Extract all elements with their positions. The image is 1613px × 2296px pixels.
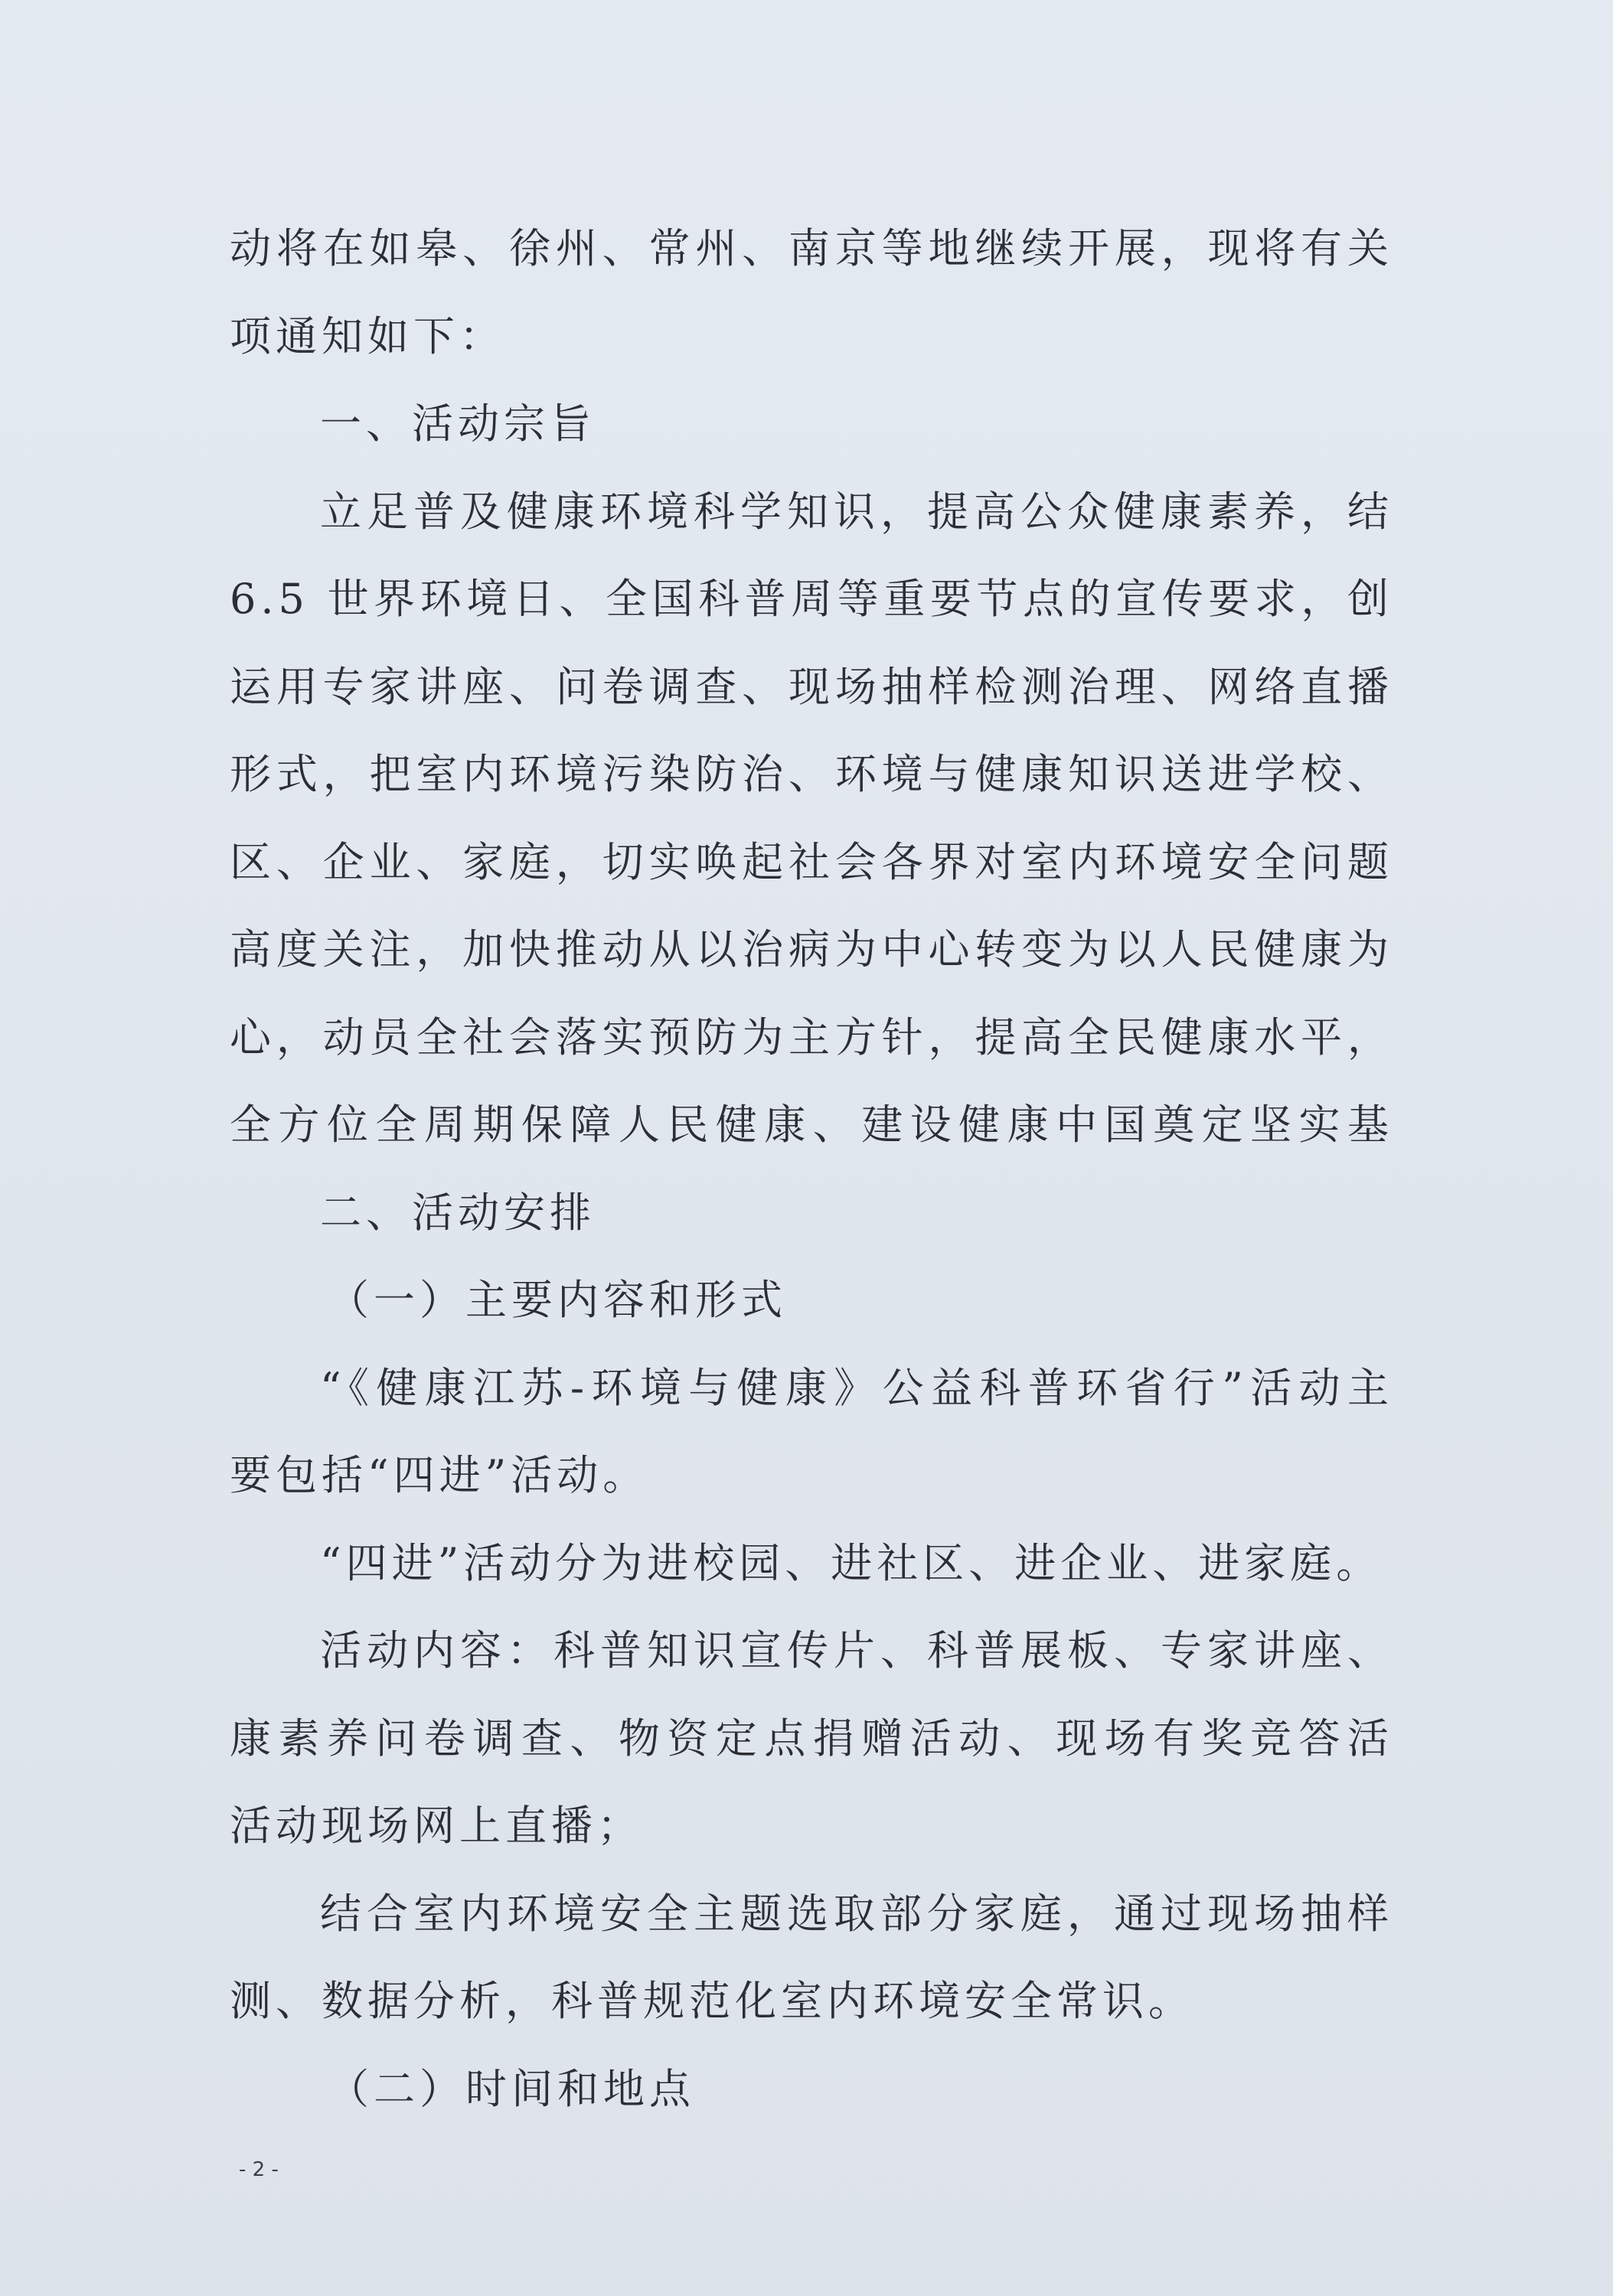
paragraph-line: 测、数据分析，科普规范化室内环境安全常识。 — [230, 1977, 1194, 2025]
paragraph-line: 心，动员全社会落实预防为主方针，提高全民健康水平， — [230, 1013, 1393, 1062]
section-heading: 一、活动宗旨 — [320, 400, 596, 448]
paragraph-line: 动将在如皋、徐州、常州、南京等地继续开展，现将有关 — [230, 224, 1393, 272]
paragraph-line: 康素养问卷调查、物资定点捐赠活动、现场有奖竞答活 — [230, 1714, 1393, 1763]
paragraph-line: 活动现场网上直播； — [230, 1802, 643, 1850]
paragraph-line: “四进”活动分为进校园、进社区、进企业、进家庭。 — [320, 1538, 1383, 1587]
paragraph-line: 要包括“四进”活动。 — [230, 1451, 649, 1499]
paragraph-line: 形式，把室内环境污染防治、环境与健康知识送进学校、 — [230, 750, 1393, 798]
page-number: - 2 - — [239, 2158, 279, 2181]
subsection-heading: （一）主要内容和形式 — [328, 1276, 787, 1324]
paragraph-line: 运用专家讲座、问卷调查、现场抽样检测治理、网络直播 — [230, 662, 1393, 711]
paragraph-line: 结合室内环境安全主题选取部分家庭，通过现场抽样 — [320, 1889, 1393, 1938]
body-text — [230, 205, 1393, 2133]
subsection-heading: （二）时间和地点 — [328, 2064, 695, 2113]
paragraph-line: 活动内容：科普知识宣传片、科普展板、专家讲座、 — [320, 1626, 1393, 1675]
paragraph-line: 全方位全周期保障人民健康、建设健康中国奠定坚实基 — [230, 1101, 1393, 1149]
paragraph-line: 项通知如下： — [230, 311, 505, 360]
paragraph-line: 6.5 世界环境日、全国科普周等重要节点的宣传要求，创 — [230, 575, 1393, 623]
paragraph-line: 区、企业、家庭，切实唤起社会各界对室内环境安全问题 — [230, 837, 1393, 886]
paragraph-line: 高度关注，加快推动从以治病为中心转变为以人民健康为 — [230, 925, 1393, 974]
paragraph-line: “《健康江苏-环境与健康》公益科普环省行”活动主 — [320, 1363, 1393, 1412]
paragraph-line: 立足普及健康环境科学知识，提高公众健康素养，结 — [320, 487, 1393, 536]
section-heading: 二、活动安排 — [320, 1188, 596, 1237]
